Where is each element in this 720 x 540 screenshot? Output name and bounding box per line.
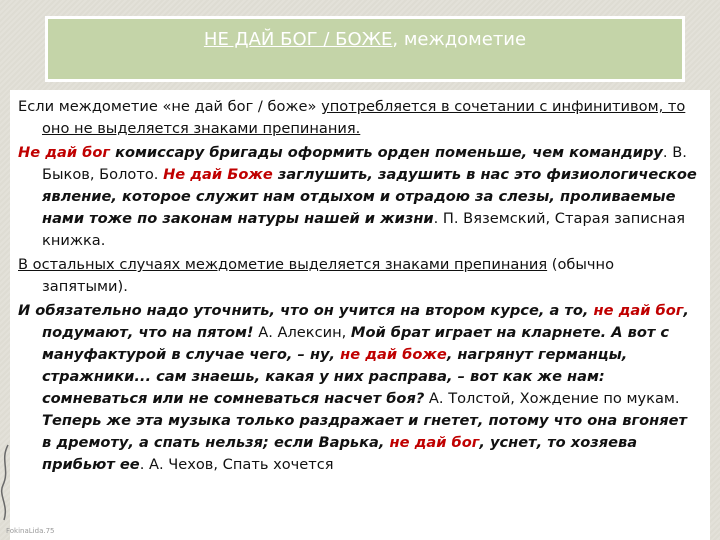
example-text: , уснет, то хозяева прибьют ее — [42, 434, 638, 473]
content-panel — [10, 90, 710, 540]
example-text: заглушить, задушить в нас это физиологическое явление, которое служит нам отдыхом и отрадою за слезы, проливаемые нами тоже по законам натуры нашей и жизни — [42, 166, 697, 227]
title-phrase: НЕ ДАЙ БОГ / БОЖЕ — [203, 29, 393, 50]
content-text — [10, 90, 710, 476]
example-text: комиссару бригады оформить орден поменьше, чем командиру — [109, 144, 663, 161]
highlight-phrase: Не дай Боже — [163, 166, 273, 183]
highlight-phrase: Не дай бог — [18, 144, 110, 161]
citation-text: А. Толстой, Хождение по мукам. — [424, 390, 680, 407]
watermark-text: FokinaLida.75 — [6, 527, 55, 535]
example-text: , подумают, что на пятом! — [42, 302, 689, 341]
citation-text: . В. Быков, Болото. — [42, 144, 687, 183]
title-part-of-speech: , междометие — [392, 29, 527, 50]
example-paragraph-1 — [18, 142, 700, 252]
example-text: , нагрянут германцы, стражники... сам знаешь, какая у них расправа, – вот как же нам: сомневаться или не сомневаться насчет боя? — [42, 346, 628, 407]
rule-2-text: (обычно запятыми). — [42, 256, 615, 295]
rule-paragraph-1 — [18, 96, 700, 140]
citation-text: . П. Вяземский, Старая записная книжка. — [42, 210, 686, 249]
highlight-phrase: не дай боже — [340, 346, 447, 363]
highlight-phrase: не дай бог — [389, 434, 480, 451]
example-text: И обязательно надо уточнить, что он учится на втором курсе, а то, — [18, 302, 594, 319]
decorative-swirl-icon — [0, 440, 10, 540]
rule-2-underlined: В остальных случаях междометие выделяется знаками препинания — [18, 256, 548, 273]
example-text: Мой брат играет на кларнете. А вот с мануфактурой в случае чего, – ну, — [42, 324, 670, 363]
citation-text: А. Алексин, — [253, 324, 351, 341]
example-text: Теперь же эта музыка только раздражает и гнетет, потому что она вгоняет в дремоту, а спать нельзя; если Варька, — [42, 412, 687, 451]
citation-text: . А. Чехов, Спать хочется — [139, 456, 334, 473]
example-paragraph-2 — [18, 300, 700, 476]
rule-1-underlined: употребляется в сочетании с инфинитивом, то оно не выделяется знаками препинания. — [42, 98, 686, 137]
rule-1-text: Если междометие «не дай бог / боже» — [18, 98, 322, 115]
rule-paragraph-2 — [18, 254, 700, 298]
slide-title — [48, 29, 682, 50]
slide-title-bar — [45, 16, 685, 82]
highlight-phrase: не дай бог — [593, 302, 684, 319]
